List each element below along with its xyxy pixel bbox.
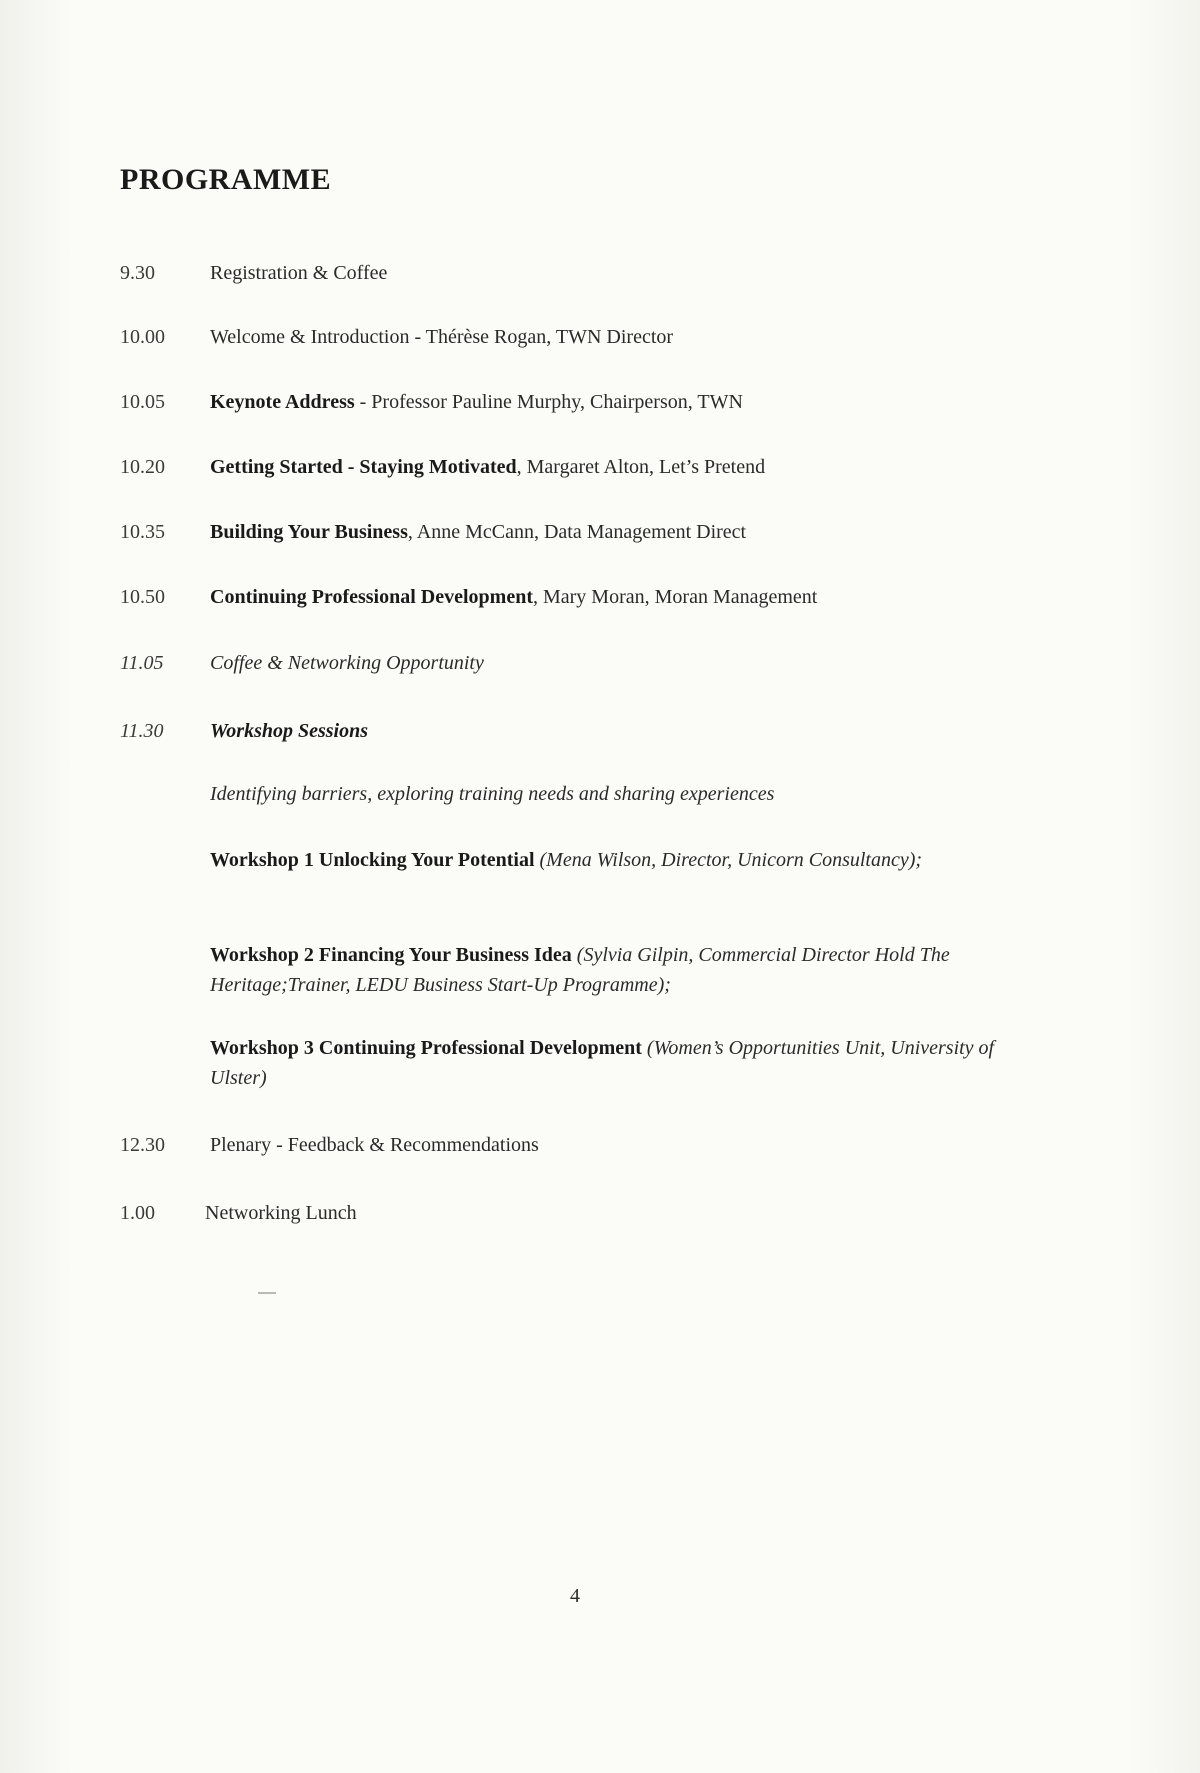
item-text [210, 452, 1040, 482]
item-text: Welcome & Introduction - Thérèse Rogan, TWN Director [210, 326, 674, 348]
item-time: 10.00 [120, 326, 165, 348]
item-title: Getting Started - Staying Motivated [210, 456, 517, 478]
item-time: 11.30 [120, 720, 164, 742]
item-text: Coffee & Networking Opportunity [210, 652, 484, 674]
item-time: 10.05 [120, 391, 165, 413]
workshop-entry [210, 1033, 1030, 1093]
item-text: Workshop Sessions [210, 720, 369, 742]
item-time: 1.00 [120, 1202, 155, 1224]
item-time: 11.05 [120, 652, 164, 674]
item-time: 12.30 [120, 1134, 165, 1156]
item-text [210, 387, 1040, 417]
item-title: Keynote Address [210, 391, 355, 413]
workshop-entry [210, 940, 1030, 1000]
item-text: Registration & Coffee [210, 262, 388, 284]
workshop-title: Workshop 1 Unlocking Your Potential [210, 849, 535, 871]
item-title: Building Your Business [210, 521, 408, 543]
item-detail: , Margaret Alton, Let’s Pretend [516, 456, 766, 478]
item-title: Continuing Professional Development [210, 586, 533, 608]
workshop-entry [210, 845, 1030, 875]
item-time: 9.30 [120, 262, 155, 284]
item-text [210, 517, 1040, 547]
workshop-detail: (Sylvia Gilpin, Commercial Director Hold The Heritage;Trainer, LEDU Business Start-Up Programme); [210, 944, 950, 996]
item-text [210, 582, 1040, 612]
workshop-title: Workshop 3 Continuing Professional Development [210, 1037, 642, 1059]
item-time: 10.20 [120, 456, 165, 478]
workshop-detail: (Women’s Opportunities Unit, University of Ulster) [210, 1037, 995, 1089]
page-title: PROGRAMME [120, 163, 332, 196]
stray-mark [258, 1292, 276, 1294]
workshop-intro: Identifying barriers, exploring training needs and sharing experiences [210, 783, 775, 805]
item-text: Plenary - Feedback & Recommendations [210, 1134, 539, 1156]
page-number: 4 [570, 1585, 580, 1607]
item-detail: , Anne McCann, Data Management Direct [407, 521, 747, 543]
item-time: 10.35 [120, 521, 165, 543]
workshop-title: Workshop 2 Financing Your Business Idea [210, 944, 572, 966]
workshop-detail: (Mena Wilson, Director, Unicorn Consultancy); [539, 849, 923, 871]
item-time: 10.50 [120, 586, 165, 608]
item-detail: - Professor Pauline Murphy, Chairperson, TWN [354, 391, 743, 413]
item-text: Networking Lunch [205, 1202, 357, 1224]
item-detail: , Mary Moran, Moran Management [532, 586, 818, 608]
